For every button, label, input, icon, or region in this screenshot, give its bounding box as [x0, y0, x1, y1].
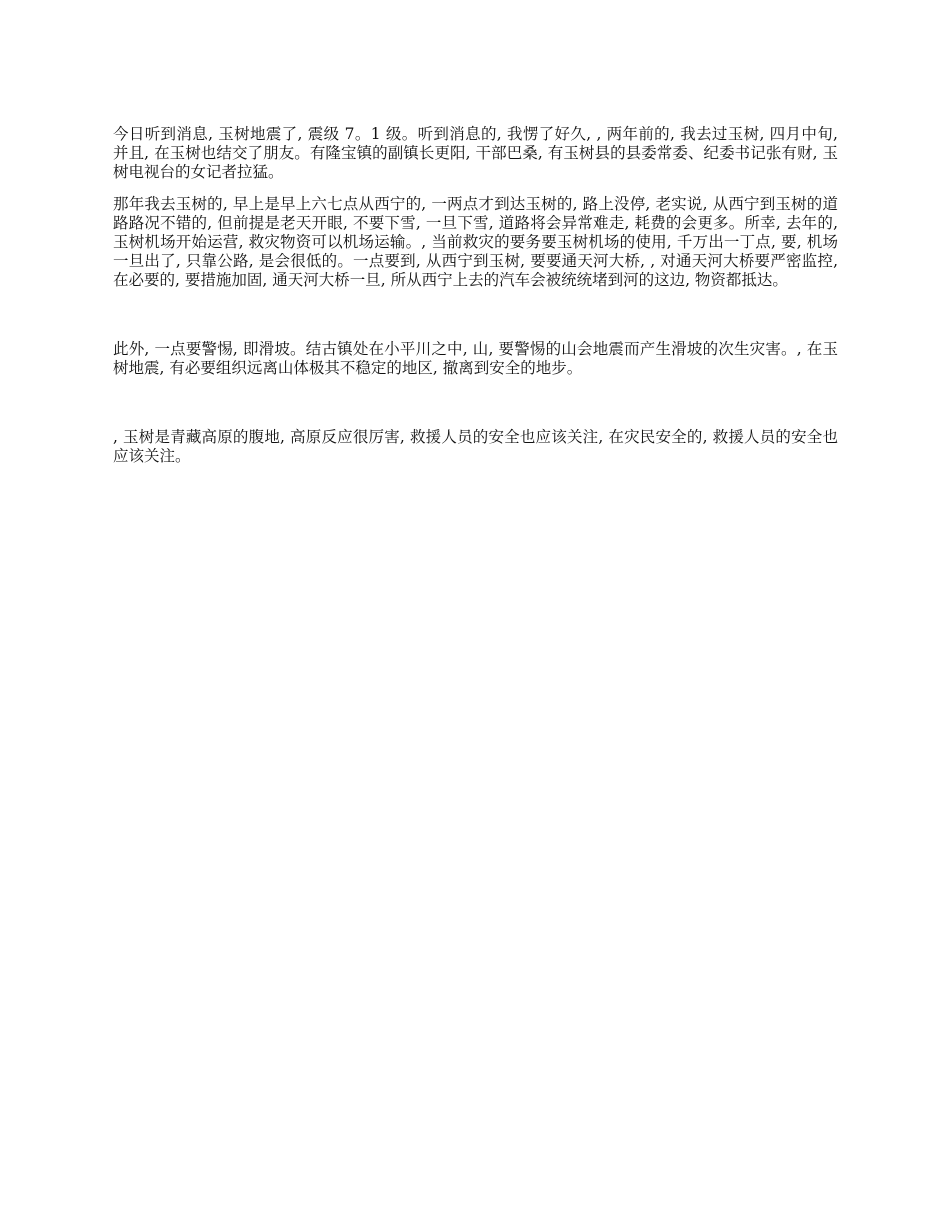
paragraph-3: 此外, 一点要警惕, 即滑坡。结古镇处在小平川之中, 山, 要警惕的山会地震而产生滑坡的次生灾害。, 在玉树地震, 有必要组织远离山体极其不稳定的地区, 撤离到安全的地步。 — [113, 340, 838, 377]
paragraph-2: 那年我去玉树的, 早上是早上六七点从西宁的, 一两点才到达玉树的, 路上没停, 老实说, 从西宁到玉树的道路路况不错的, 但前提是老天开眼, 不要下雪, 一旦下雪, 道路将会异常难走, 耗费的会更多。所幸, 去年的, 玉树机场开始运营, 救灾物资可以机场运输。, 当前救灾的要务要玉树机场的使用, 千万出一丁点, 要, 机场一旦出了, 只靠公路, 是会很低的。一点要到, 从西宁到玉树, 要要通天河大桥, , 对通天河大桥要严密监控, 在必要的, 要措施加固, 通天河大桥一旦, 所从西宁上去的汽车会被统统堵到河的这边, 物资都抵达。 — [113, 195, 838, 289]
paragraph-4: , 玉树是青藏高原的腹地, 高原反应很厉害, 救援人员的安全也应该关注, 在灾民安全的, 救援人员的安全也应该关注。 — [113, 428, 838, 465]
paragraph-1: 今日听到消息, 玉树地震了, 震级 7。1 级。听到消息的, 我愣了好久, , 两年前的, 我去过玉树, 四月中旬, 并且, 在玉树也结交了朋友。有隆宝镇的副镇长更阳, 干部巴桑, 有玉树县的县委常委、纪委书记张有财, 玉树电视台的女记者拉猛。 — [113, 125, 838, 181]
document-body — [113, 125, 838, 466]
